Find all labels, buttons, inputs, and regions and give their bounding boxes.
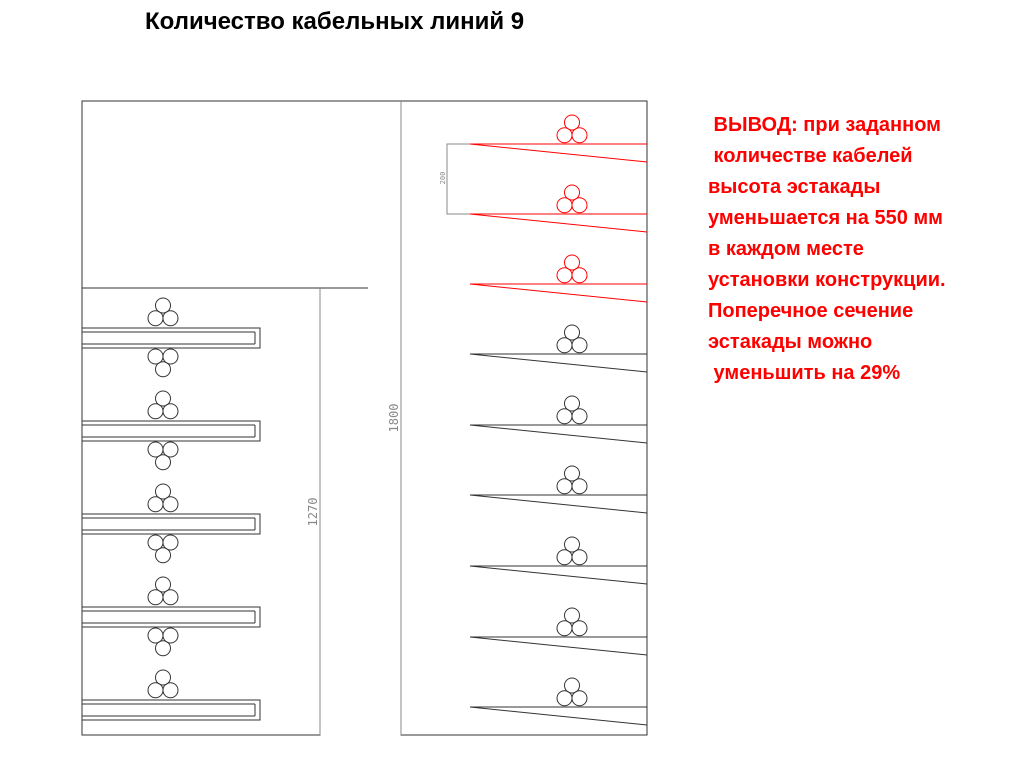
cable-circle xyxy=(163,311,178,326)
cable-circle xyxy=(557,479,572,494)
dim-line-200 xyxy=(447,144,470,214)
cable-circle xyxy=(148,590,163,605)
bracket-diagonal xyxy=(470,144,647,162)
conclusion-line: высота эстакады xyxy=(708,176,881,198)
right-rack-frame xyxy=(401,101,647,735)
cable-bundle xyxy=(557,396,587,424)
shelf-channel xyxy=(82,421,260,441)
right-bracket xyxy=(470,325,647,372)
left-rack-old-design xyxy=(82,298,260,720)
cable-bundle xyxy=(557,115,587,143)
conclusion-line: ВЫВОД: при заданном xyxy=(708,114,941,136)
right-bracket xyxy=(470,115,647,162)
cable-circle xyxy=(156,641,171,656)
left-rack-frame xyxy=(82,288,320,735)
left-upper-frame xyxy=(82,101,401,288)
cable-bundle xyxy=(557,537,587,565)
cable-circle xyxy=(572,198,587,213)
cable-circle xyxy=(156,548,171,563)
right-bracket xyxy=(470,185,647,232)
bracket-diagonal xyxy=(470,284,647,302)
bracket-diagonal xyxy=(470,637,647,655)
cable-circle xyxy=(557,128,572,143)
cable-circle xyxy=(163,683,178,698)
bracket-diagonal xyxy=(470,566,647,584)
cable-circle xyxy=(572,409,587,424)
cable-circle xyxy=(572,338,587,353)
cable-circle xyxy=(572,621,587,636)
cable-bundle xyxy=(148,577,178,605)
shelf-channel xyxy=(82,607,260,627)
cable-circle xyxy=(148,683,163,698)
cable-circle xyxy=(148,311,163,326)
cable-circle xyxy=(148,404,163,419)
right-bracket xyxy=(470,537,647,584)
left-shelf xyxy=(82,577,260,656)
cable-circle xyxy=(163,404,178,419)
cable-bundle xyxy=(557,185,587,213)
shelf-channel xyxy=(82,514,260,534)
bracket-diagonal xyxy=(470,707,647,725)
cable-bundle xyxy=(148,484,178,512)
cable-circle xyxy=(572,268,587,283)
conclusion-line: в каждом месте xyxy=(708,238,864,260)
cable-circle xyxy=(163,497,178,512)
right-rack-new-design xyxy=(470,115,647,725)
cable-bundle xyxy=(148,298,178,326)
conclusion-text xyxy=(708,110,1018,389)
page-title: Количество кабельных линий 9 xyxy=(145,8,525,35)
cable-bundle xyxy=(148,670,178,698)
cable-circle xyxy=(156,362,171,377)
right-bracket xyxy=(470,466,647,513)
left-shelf xyxy=(82,484,260,563)
cable-bundle xyxy=(557,325,587,353)
cable-circle xyxy=(572,479,587,494)
conclusion-line: эстакады можно xyxy=(708,331,873,353)
dim-label-200: 200 xyxy=(439,171,447,185)
cable-bundle xyxy=(557,678,587,706)
cable-bundle xyxy=(557,466,587,494)
cable-circle xyxy=(572,691,587,706)
cable-circle xyxy=(148,497,163,512)
cable-bundle xyxy=(148,391,178,419)
left-shelf xyxy=(82,391,260,470)
cable-circle xyxy=(156,455,171,470)
dim-label-1800: 1800 xyxy=(387,403,401,433)
cable-circle xyxy=(557,621,572,636)
right-bracket xyxy=(470,396,647,443)
cable-circle xyxy=(557,550,572,565)
right-bracket xyxy=(470,608,647,655)
right-bracket xyxy=(470,255,647,302)
dim-label-1270: 1270 xyxy=(306,497,320,527)
cable-circle xyxy=(163,590,178,605)
bracket-diagonal xyxy=(470,425,647,443)
cable-bundle xyxy=(148,442,178,470)
cable-bundle xyxy=(148,349,178,377)
conclusion-line: Поперечное сечение xyxy=(708,300,914,322)
bracket-diagonal xyxy=(470,495,647,513)
cable-circle xyxy=(557,338,572,353)
conclusion-line: количестве кабелей xyxy=(708,145,913,167)
bracket-diagonal xyxy=(470,214,647,232)
cable-circle xyxy=(557,198,572,213)
cable-circle xyxy=(557,268,572,283)
conclusion-line: уменьшить на 29% xyxy=(708,362,901,384)
conclusion-line: уменьшается на 550 мм xyxy=(708,207,943,229)
cable-bundle xyxy=(557,608,587,636)
cable-bundle xyxy=(148,628,178,656)
conclusion-line: установки конструкции. xyxy=(708,269,946,291)
shelf-channel xyxy=(82,700,260,720)
cable-bundle xyxy=(557,255,587,283)
left-shelf xyxy=(82,298,260,377)
cable-circle xyxy=(557,691,572,706)
left-shelf xyxy=(82,670,260,720)
cable-bundle xyxy=(148,535,178,563)
cable-circle xyxy=(557,409,572,424)
cable-circle xyxy=(572,550,587,565)
dimension-lines xyxy=(306,101,470,735)
bracket-diagonal xyxy=(470,354,647,372)
shelf-channel xyxy=(82,328,260,348)
right-bracket xyxy=(470,678,647,725)
cable-circle xyxy=(572,128,587,143)
